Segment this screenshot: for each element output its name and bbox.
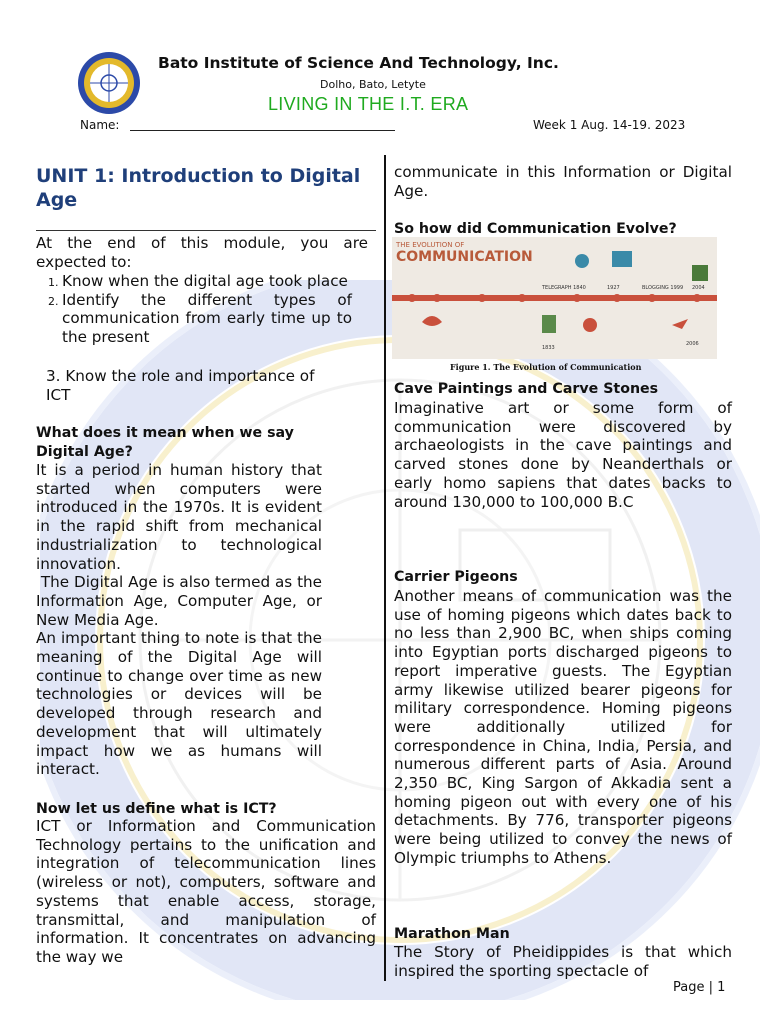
figure-milestone-label: BLOGGING 1999 [642,285,684,291]
evolution-heading: So how did Communication Evolve? [394,221,677,237]
digital-age-body [36,461,327,779]
digital-age-heading: What does it mean when we say Digital Age? [36,425,294,460]
week-label: Week 1 Aug. 14-19. 2023 [533,118,686,132]
school-address: Dolho, Bato, Letyte [320,78,426,91]
course-title: LIVING IN THE I.T. ERA [268,94,469,114]
figure-milestone-label: 1833 [542,345,555,351]
objectives-intro: At the end of this module, you are expected to: [36,234,368,271]
figure-milestone-label: TELEGRAPH 1840 [542,285,586,291]
figure-milestone-label: 2004 [692,285,705,291]
marathon-body: The Story of Pheidippides is that which inspired the sporting spectacle of [394,943,732,980]
facebook-icon [692,265,708,281]
objectives-list [36,272,352,347]
objective-item: 3. Know the role and importance of ICT [46,367,315,404]
ict-body: ICT or Information and Communication Technology pertains to the unification and integration of telecommunication lines (wireless or not), computers, software and systems that enable access, storage, transmittal, and manipulation of information. It concentrates on advancing the way we [36,817,376,966]
radio-icon [583,318,597,332]
ict-heading: Now let us define what is ICT? [36,801,277,817]
name-label: Name: [80,118,120,132]
page-number: Page | 1 [673,980,726,995]
communication-evolution-figure [392,237,717,359]
pigeon-heading: Carrier Pigeons [394,569,518,585]
school-logo [76,50,142,116]
figure-milestone-label: 2006 [686,341,699,347]
figure-banner-small: THE EVOLUTION OF [396,241,465,249]
unit-title-rule [36,230,376,231]
figure-milestone-label: 1927 [607,285,620,291]
pigeon-body: Another means of communication was the use of homing pigeons which dates back to no less than 2,900 BC, when ships coming into Egyptian ports discharged pigeons to report imperative guests. The Egyptian army likewise utilized bearer pigeons for military correspondence. Homing pigeons were additionally utilized for correspondence in China, India, Persia, and numerous different parts of Asia. Around 2,350 BC, King Sargon of Akkadia sent a homing pigeon out with every one of his detachments. By 776, transporter pigeons were being utilized to convey the news of Olympic triumphs to Athens. [394,587,732,867]
telephone-icon [575,254,589,268]
unit-title: UNIT 1: Introduction to Digital Age [36,165,361,211]
figure-caption: Figure 1. The Evolution of Communication [450,362,642,372]
objective-item: 2. Identify the different types of communication from early time up to the present [62,291,352,347]
digital-age-paragraph: An important thing to note is that the meaning of the Digital Age will continue to change over time as new technologies or devices will be developed through research and development that will ultimately impact how we as humans will interact. [36,629,322,779]
digital-age-paragraph: It is a period in human history that started when computers were introduced in the 1970s. It is evident in the rapid shift from mechanical industrialization to technological innovation. [36,461,322,573]
school-name: Bato Institute of Science And Technology, Inc. [158,54,559,72]
newspaper-icon [542,315,556,333]
cave-heading: Cave Paintings and Carve Stones [394,381,659,397]
marathon-heading: Marathon Man [394,926,510,942]
objective-item: 1. Know when the digital age took place [62,272,352,291]
tv-icon [612,251,632,267]
name-blank-line [130,130,395,131]
column-divider [384,155,386,981]
ict-continuation: communicate in this Information or Digital Age. [394,163,732,200]
digital-age-paragraph: The Digital Age is also termed as the Information Age, Computer Age, or New Media Age. [36,573,327,629]
cave-body: Imaginative art or some form of communication were discovered by archaeologists in the cave paintings and carved stones done by Neanderthals or early homo sapiens that dates backs to around 130,000 to 100,000 B.C [394,399,732,511]
figure-banner-big: COMMUNICATION [396,249,533,265]
